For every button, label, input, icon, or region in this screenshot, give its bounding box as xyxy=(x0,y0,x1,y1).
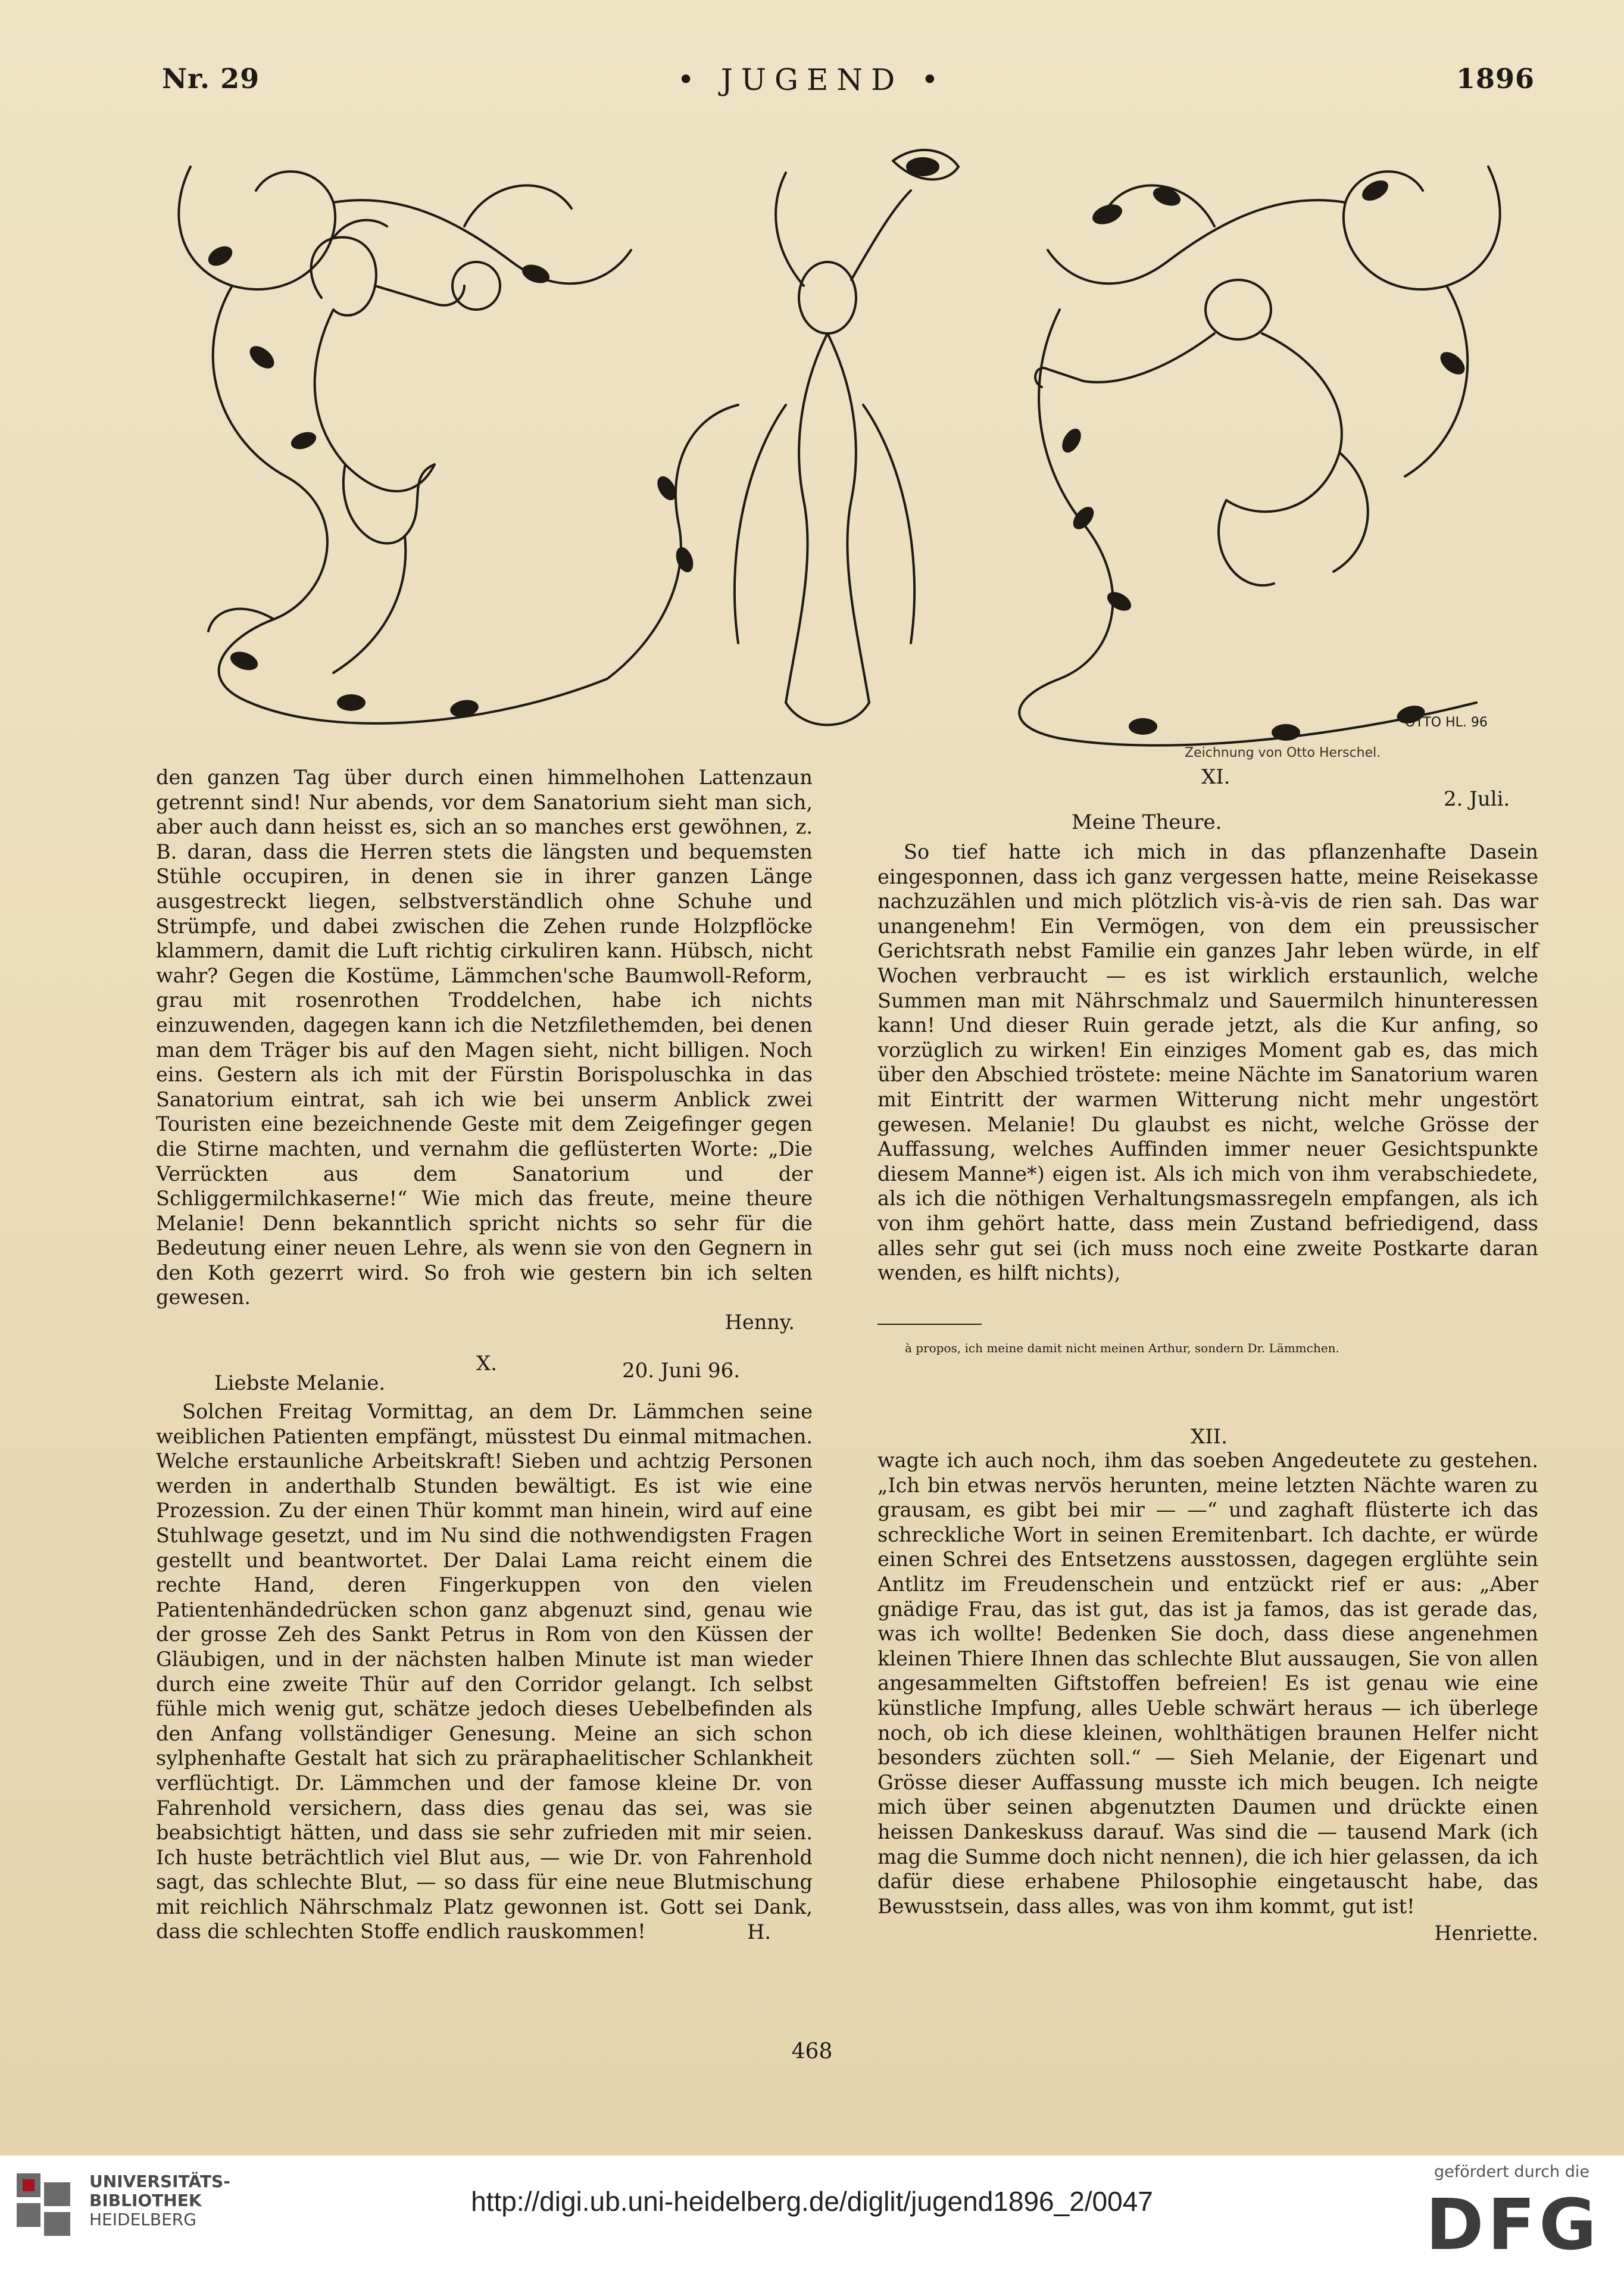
left-column-text-2 xyxy=(156,1399,813,1945)
paragraph: den ganzen Tag über durch einen himmelhohen Lattenzaun getrennt sind! Nur abends, vor dem Sanatorium sieht man sich, aber auch dann heisst es, sich an so manches erst gewöhnen, z. B. daran, dass die Herren stets die längsten und bequemsten Stühle occupiren, in denen sie in ihrer ganzen Länge ausgestreckt liegen, selbstverständlich ohne Schuhe und Strümpfe, und dabei zwischen die Zehen runde Holzpflöcke klammern, damit die Luft richtig cirkuliren kann. Hübsch, nicht wahr? Gegen die Kostüme, Lämmchen'sche Baumwoll-Reform, grau mit rosenrothen Troddelchen, habe ich nichts einzuwenden, dagegen kann ich die Netzfilethemden, bei denen man dem Träger bis auf den Magen sieht, nicht billigen. Noch eins. Gestern als ich mit der Fürstin Borispoluschka in das Sanatorium eintrat, sah ich wie bei unserm Anblick zwei Touristen eine bezeichnende Geste mit dem Zeigefinger gegen die Stirne machten, und vernahm die geflüsterten Worte: „Die Verrückten aus dem Sanatorium und der Schliggermilchkaserne!“ Wie mich das freute, meine theure Melanie! Denn bekanntlich spricht nichts so sehr für die Bedeutung einer neuen Lehre, als wenn sie von den Gegnern in den Koth gezerrt wird. So froh wie gestern bin ich selten gewesen. xyxy=(156,766,813,1309)
illustration-credit: Zeichnung von Otto Herschel. xyxy=(1185,745,1381,760)
dfg-logo: DFG xyxy=(1425,2183,1600,2266)
paragraph: wagte ich auch noch, ihm das soeben Angedeutete zu gestehen. „Ich bin etwas nervös herunten, meine letzten Nächte waren zu grausam, es gibt bei mir — —“ und zaghaft flüsterte ich das schreckliche Wort in seinen Eremitenbart. Ich dachte, er würde einen Schrei des Entsetzens ausstossen, dagegen erglühte sein Antlitz im Freudenschein und entzückt rief er aus: „Aber gnädige Frau, das ist gut, das ist ja famos, das ist gerade das, was ich wollte! Bedenken Sie doch, dass diese angenehmen kleinen Thiere Ihnen das schlechte Blut aussaugen, Sie von allen angesammelten Giftstoffen befreien! Es ist genau wie eine künstliche Impfung, alles Ueble schwärt heraus — ich überlege noch, ob ich diese kleinen, wohlthätigen braunen Helfer nicht besonders züchten soll.“ — Sieh Melanie, der Eigenart und Grösse dieser Auffassung musste ich mich beugen. Ich neigte mich über seinen abgenutzten Daumen und drückte einen heissen Dankeskuss darauf. Was sind die — tausend Mark (ich mag die Summe doch nicht nennen), die ich hier gelassen, da ich dafür diese erhabene Philosophie eingetauscht habe, das Bewusstsein, dass alles, was von ihm kommt, gut ist! xyxy=(877,1449,1538,1918)
signature-henny: Henny. xyxy=(724,1311,795,1334)
left-column-text-1 xyxy=(156,765,813,1335)
section-number-xii: XII. xyxy=(1191,1425,1228,1449)
issue-year: 1896 xyxy=(1456,63,1535,95)
letter-date: 20. Juni 96. xyxy=(622,1359,741,1383)
letter-date: 2. Juli. xyxy=(1444,787,1510,811)
artist-signature: OTTO HL. 96 xyxy=(1405,715,1488,730)
art-nouveau-illustration xyxy=(155,107,1524,768)
salutation: Meine Theure. xyxy=(1072,810,1222,834)
footnote: à propos, ich meine damit nicht meinen Arthur, sondern Dr. Lämmchen. xyxy=(905,1341,1339,1355)
section-number-x: X. xyxy=(476,1352,498,1375)
page-number: 468 xyxy=(791,2039,833,2064)
source-url[interactable]: http://digi.ub.uni-heidelberg.de/diglit/jugend1896_2/0047 xyxy=(471,2186,1153,2217)
paragraph: So tief hatte ich mich in das pflanzenhafte Dasein eingesponnen, dass ich ganz vergessen hatte, meine Reisekasse nachzuzählen und mich plötzlich vis-à-vis de rien sah. Das war unangenehm! Ein Vermögen, von dem ein preussischer Gerichtsrath nebst Familie ein ganzes Jahr leben würde, in elf Wochen verbraucht — es ist wirklich erstaunlich, welche Summen man mit Nährschmalz und Sauermilch hinunteressen kann! Und dieser Ruin gerade jetzt, als die Kur anfing, so vorzüglich zu wirken! Ein einziges Moment gab es, das mich über den Abschied tröstete: meine Nächte im Sanatorium waren mit Eintritt der warmen Witterung nicht mehr ungestört gewesen. Melanie! Du glaubst es nicht, welche Grösse der Auffassung, welches Auffinden immer neuer Gesichtspunkte diesem Manne*) eigen ist. Als ich mich von ihm verabschiedete, als ich die nöthigen Verhaltungsmassregeln empfangen, als ich von ihm gehört hatte, dass mein Zustand befriedigend, dass alles sehr gut sei (ich muss noch eine zweite Postkarte daran wenden, es hilft nichts), xyxy=(877,840,1538,1285)
footnote-rule xyxy=(877,1324,982,1325)
funding-note: gefördert durch die xyxy=(1434,2163,1589,2181)
right-column-text-1 xyxy=(877,840,1538,1286)
magazine-title: • JUGEND • xyxy=(677,63,947,97)
signature-henriette: Henriette. xyxy=(1434,1921,1538,1945)
salutation: Liebste Melanie. xyxy=(214,1371,386,1395)
section-number-xi: XI. xyxy=(1201,765,1231,789)
right-column-text-2 xyxy=(877,1448,1538,1946)
library-name: UNIVERSITÄTS- BIBLIOTHEK HEIDELBERG xyxy=(89,2172,230,2229)
paragraph: Solchen Freitag Vormittag, an dem Dr. Lämmchen seine weiblichen Patienten empfängt, müsstest Du einmal mitmachen. Welche erstaunliche Arbeitskraft! Sieben und achtzig Personen werden in anderthalb Stunden bewältigt. Es ist wie eine Prozession. Zu der einen Thür kommt man hinein, wird auf eine Stuhlwage gesetzt, und im Nu sind die nothwendigsten Fragen gestellt und beantwortet. Der Dalai Lama reicht einem die rechte Hand, deren Fingerkuppen von den vielen Patientenhändedrücken schon ganz abgenuzt sind, genau wie der grosse Zeh des Sankt Petrus in Rom von den Küssen der Gläubigen, und in der nächsten halben Minute ist man wieder durch eine zweite Thür auf den Corridor gelangt. Ich selbst fühle mich wenig gut, schätze jedoch dieses Uebelbefinden als den Anfang vollständiger Genesung. Meine an sich schon sylphenhafte Gestalt hat sich zu präraphaelitischer Schlankheit verflüchtigt. Dr. Lämmchen und der famose kleine Dr. von Fahrenhold versichern, dass dies genau das sei, was sie beabsichtigt hätten, und dass sie sehr zufrieden mit mir seien. Ich huste beträchtlich viel Blut aus, — wie Dr. von Fahrenhold sagt, das schlechte Blut, — so dass für eine neue Blutmischung mit reichlich Nährschmalz Platz gewonnen ist. Gott sei Dank, dass die schlechten Stoffe endlich rauskommen! xyxy=(156,1400,813,1944)
signature-h: H. xyxy=(747,1920,771,1944)
issue-number: Nr. 29 xyxy=(162,63,260,95)
